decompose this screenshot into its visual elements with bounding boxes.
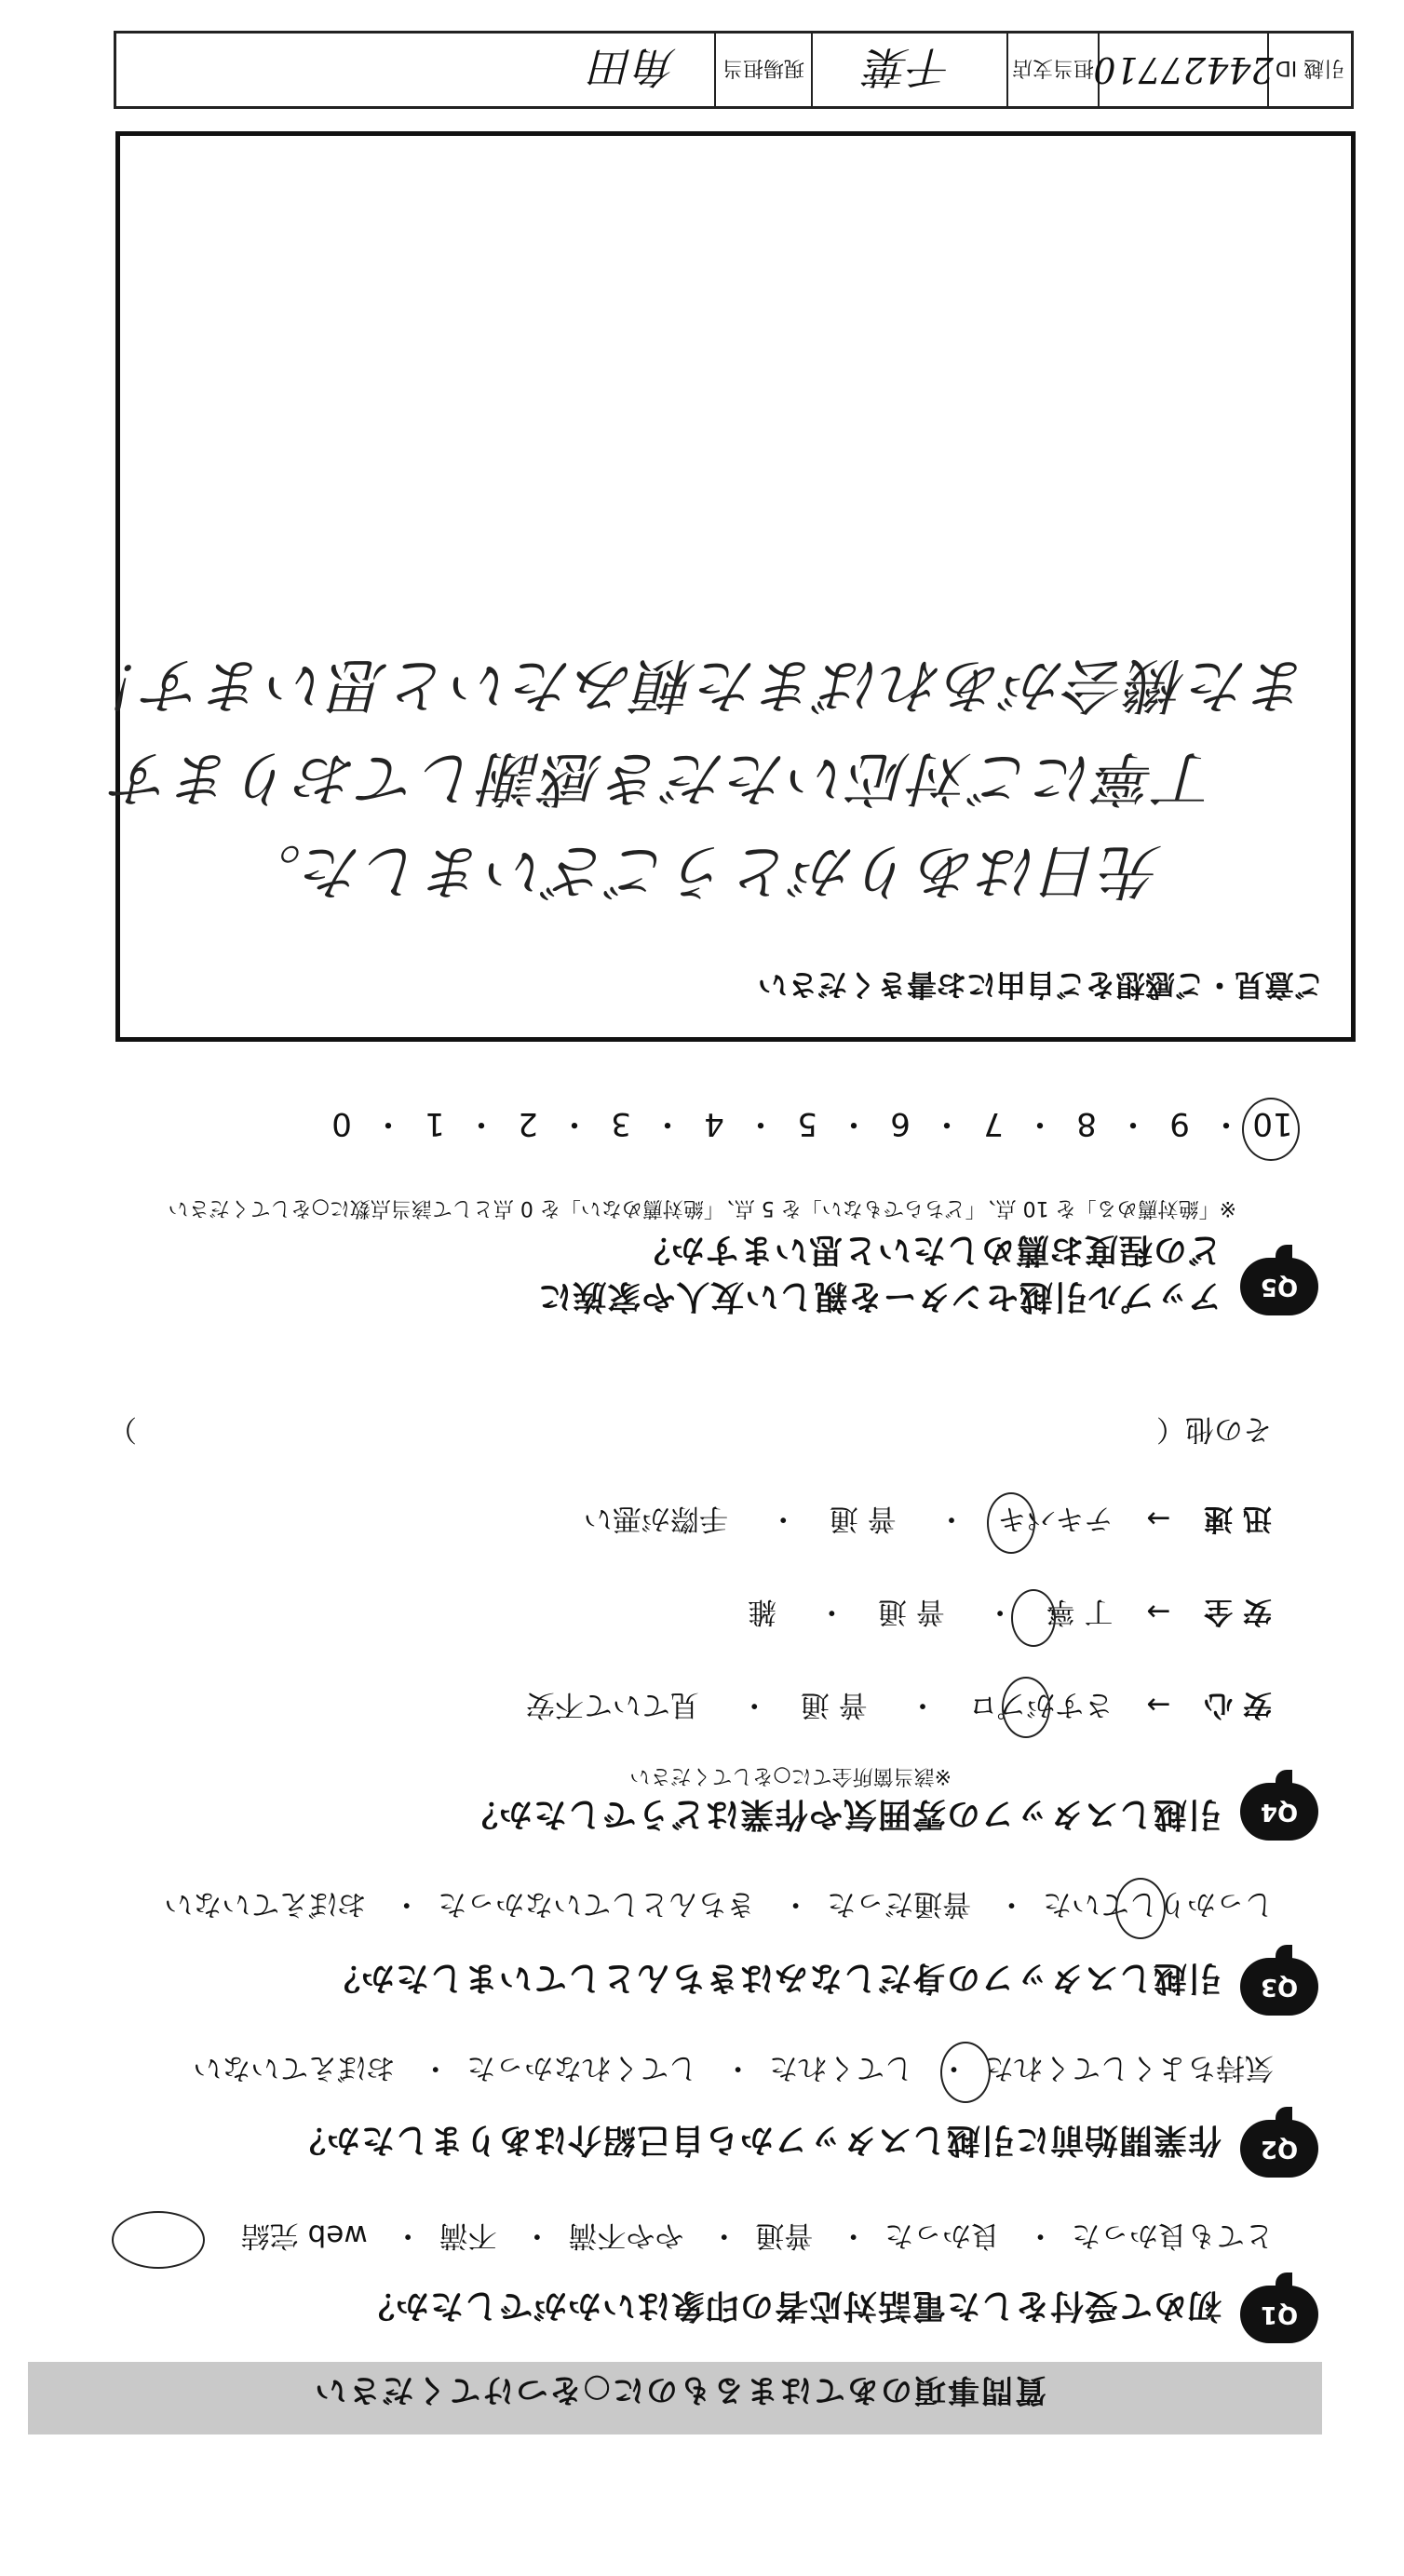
q1-options: とても良かった・ 良かった・ 普通・ やや不満・ 不満・ web 完結 xyxy=(240,2219,1274,2252)
q3-title: 引越しスタッフの身だしなみはきちんとしていましたか？ xyxy=(325,1959,1222,1997)
q4-row-1-label: 安 心 xyxy=(1204,1688,1272,1721)
q4-other xyxy=(80,1411,1272,1453)
q4-badge: Q4 xyxy=(1240,1783,1318,1841)
q5-title-line2: どの程度お薦めしたいと思いますか？ xyxy=(635,1231,1222,1269)
branch-label: 担当支店 xyxy=(1006,34,1098,106)
q4-title: 引越しスタッフの雰囲気や作業はどうでしたか？ xyxy=(463,1795,1222,1833)
q4-other-close: ） xyxy=(108,1412,137,1446)
q3-option-3[interactable]: きちんとしていなかった xyxy=(438,1887,756,1921)
q4-row-2-option-2[interactable]: 普 通 xyxy=(877,1595,945,1628)
q4-row-jinsoku: 迅 速 → テキパキ・ 普 通・ 手際が悪い xyxy=(583,1502,1272,1535)
q4-other-label: その他（ xyxy=(1156,1412,1272,1446)
q5-score-7[interactable]: 7 xyxy=(983,1105,1004,1142)
q5-badge: Q5 xyxy=(1240,1258,1318,1315)
branch-value: 千葉 xyxy=(811,34,1006,106)
q3-option-1[interactable]: しっかりしていた xyxy=(1043,1887,1274,1921)
q1-badge: Q1 xyxy=(1240,2286,1318,2343)
header-table xyxy=(114,31,1354,109)
leader-value: 角田 xyxy=(591,42,677,92)
q4-row-2-option-3[interactable]: 雑 xyxy=(748,1595,777,1628)
q2-option-3[interactable]: してくれなかった xyxy=(466,2051,698,2084)
q4-row-3-label: 迅 速 xyxy=(1204,1502,1272,1535)
q2-option-4[interactable]: おぼえていない xyxy=(193,2051,396,2084)
q5-scale: 10・9・8・7・6・5・4・3・2・1・0 xyxy=(311,1104,1303,1150)
comment-line-1: 先日はありがとうございました。 xyxy=(240,836,1162,905)
q1-option-3[interactable]: 普通 xyxy=(755,2219,814,2252)
q2-title: 作業開始前に引越しスタッフから自己紹介はありましたか？ xyxy=(290,2121,1222,2159)
q2-options: 気持ちよくしてくれた・ してくれた・ してくれなかった・ おぼえていない xyxy=(193,2051,1274,2084)
q4-row-2-option-1[interactable]: 丁 寧 xyxy=(1046,1595,1114,1628)
comments-title: ご意見・ご感想をご自由にお書きください xyxy=(757,967,1324,1003)
q5-selection-circle xyxy=(1242,1098,1300,1161)
id-label: 引越 ID xyxy=(1267,34,1351,106)
q1-option-1[interactable]: とても良かった xyxy=(1072,2219,1274,2252)
q5-score-8[interactable]: 8 xyxy=(1076,1105,1097,1142)
q3-badge: Q3 xyxy=(1240,1958,1318,2016)
q3-option-2[interactable]: 普通だった xyxy=(827,1887,972,1921)
q1-option-5[interactable]: 不満 xyxy=(439,2219,497,2252)
q4-row-3-option-2[interactable]: 普 通 xyxy=(829,1502,897,1535)
q4-row-1-option-3[interactable]: 見ていて不安 xyxy=(525,1688,699,1721)
q4-row-1-selection-circle xyxy=(1002,1677,1050,1738)
q1-option-4[interactable]: やや不満 xyxy=(568,2219,684,2252)
q2-badge: Q2 xyxy=(1240,2120,1318,2178)
q4-row-1-option-1[interactable]: さすがプロ xyxy=(968,1688,1114,1721)
q4-row-anshin: 安 心 → さすがプロ・ 普 通・ 見ていて不安 xyxy=(525,1688,1272,1721)
q5-note: ※「絶対薦める」を 10 点、「どちらでもない」を 5 点、「絶対薦めない」を 0 点として該当点数に○をしてください xyxy=(168,1196,1236,1220)
q1-option-6[interactable]: web 完結 xyxy=(240,2219,368,2252)
q4-row-2-label: 安 全 xyxy=(1204,1595,1272,1628)
q5-score-9[interactable]: 9 xyxy=(1169,1105,1190,1142)
comment-line-3: また機会があればまた頼みたいと思います！ xyxy=(82,650,1311,719)
q2-option-2[interactable]: してくれた xyxy=(769,2051,914,2084)
q1-option-2[interactable]: 良かった xyxy=(884,2219,1001,2252)
q5-score-2[interactable]: 2 xyxy=(518,1105,538,1142)
leader-label: 現場担当 xyxy=(714,34,811,106)
q3-option-4[interactable]: おぼえていない xyxy=(164,1887,367,1921)
q5-score-5[interactable]: 5 xyxy=(797,1105,817,1142)
q2-option-1[interactable]: 気持ちよくしてくれた xyxy=(985,2051,1274,2084)
q1-title: 初めて受付をした電話対応者の印象はいかがでしたか？ xyxy=(359,2286,1222,2325)
q5-score-10[interactable]: 10 xyxy=(1252,1105,1293,1142)
q4-row-anzen: 安 全 → 丁 寧・ 普 通・ 雑 xyxy=(748,1595,1272,1628)
q3-selection-circle xyxy=(1115,1878,1166,1939)
q4-row-3-option-3[interactable]: 手際が悪い xyxy=(583,1502,728,1535)
comment-line-2: 丁寧にご対応いただき感謝しております xyxy=(112,743,1218,812)
q5-score-3[interactable]: 3 xyxy=(611,1105,631,1142)
q4-row-1-option-2[interactable]: 普 通 xyxy=(800,1688,868,1721)
q4-row-3-selection-circle xyxy=(987,1492,1035,1554)
q5-title-line1: アップル引越センターを親しい友人や家族に xyxy=(537,1277,1222,1315)
q1-selection-circle xyxy=(112,2211,205,2269)
q5-score-1[interactable]: 1 xyxy=(425,1105,445,1142)
q5-score-0[interactable]: 0 xyxy=(331,1105,352,1142)
q2-selection-circle xyxy=(940,2042,991,2103)
q4-note: ※該当箇所全てに○をしてください xyxy=(629,1764,952,1787)
q5-score-4[interactable]: 4 xyxy=(704,1105,724,1142)
instruction-banner xyxy=(28,2362,1322,2434)
q4-row-3-option-1[interactable]: テキパキ xyxy=(997,1502,1114,1535)
id-value: 24427710 xyxy=(1098,34,1267,106)
q3-options: しっかりしていた・ 普通だった・ きちんとしていなかった・ おぼえていない xyxy=(164,1887,1274,1921)
q5-score-6[interactable]: 6 xyxy=(890,1105,911,1142)
header-blank xyxy=(116,34,556,106)
q4-row-2-selection-circle xyxy=(1011,1589,1056,1647)
banner-text: 質問事項のあてはまるものに○をつけてください xyxy=(313,2371,1046,2408)
